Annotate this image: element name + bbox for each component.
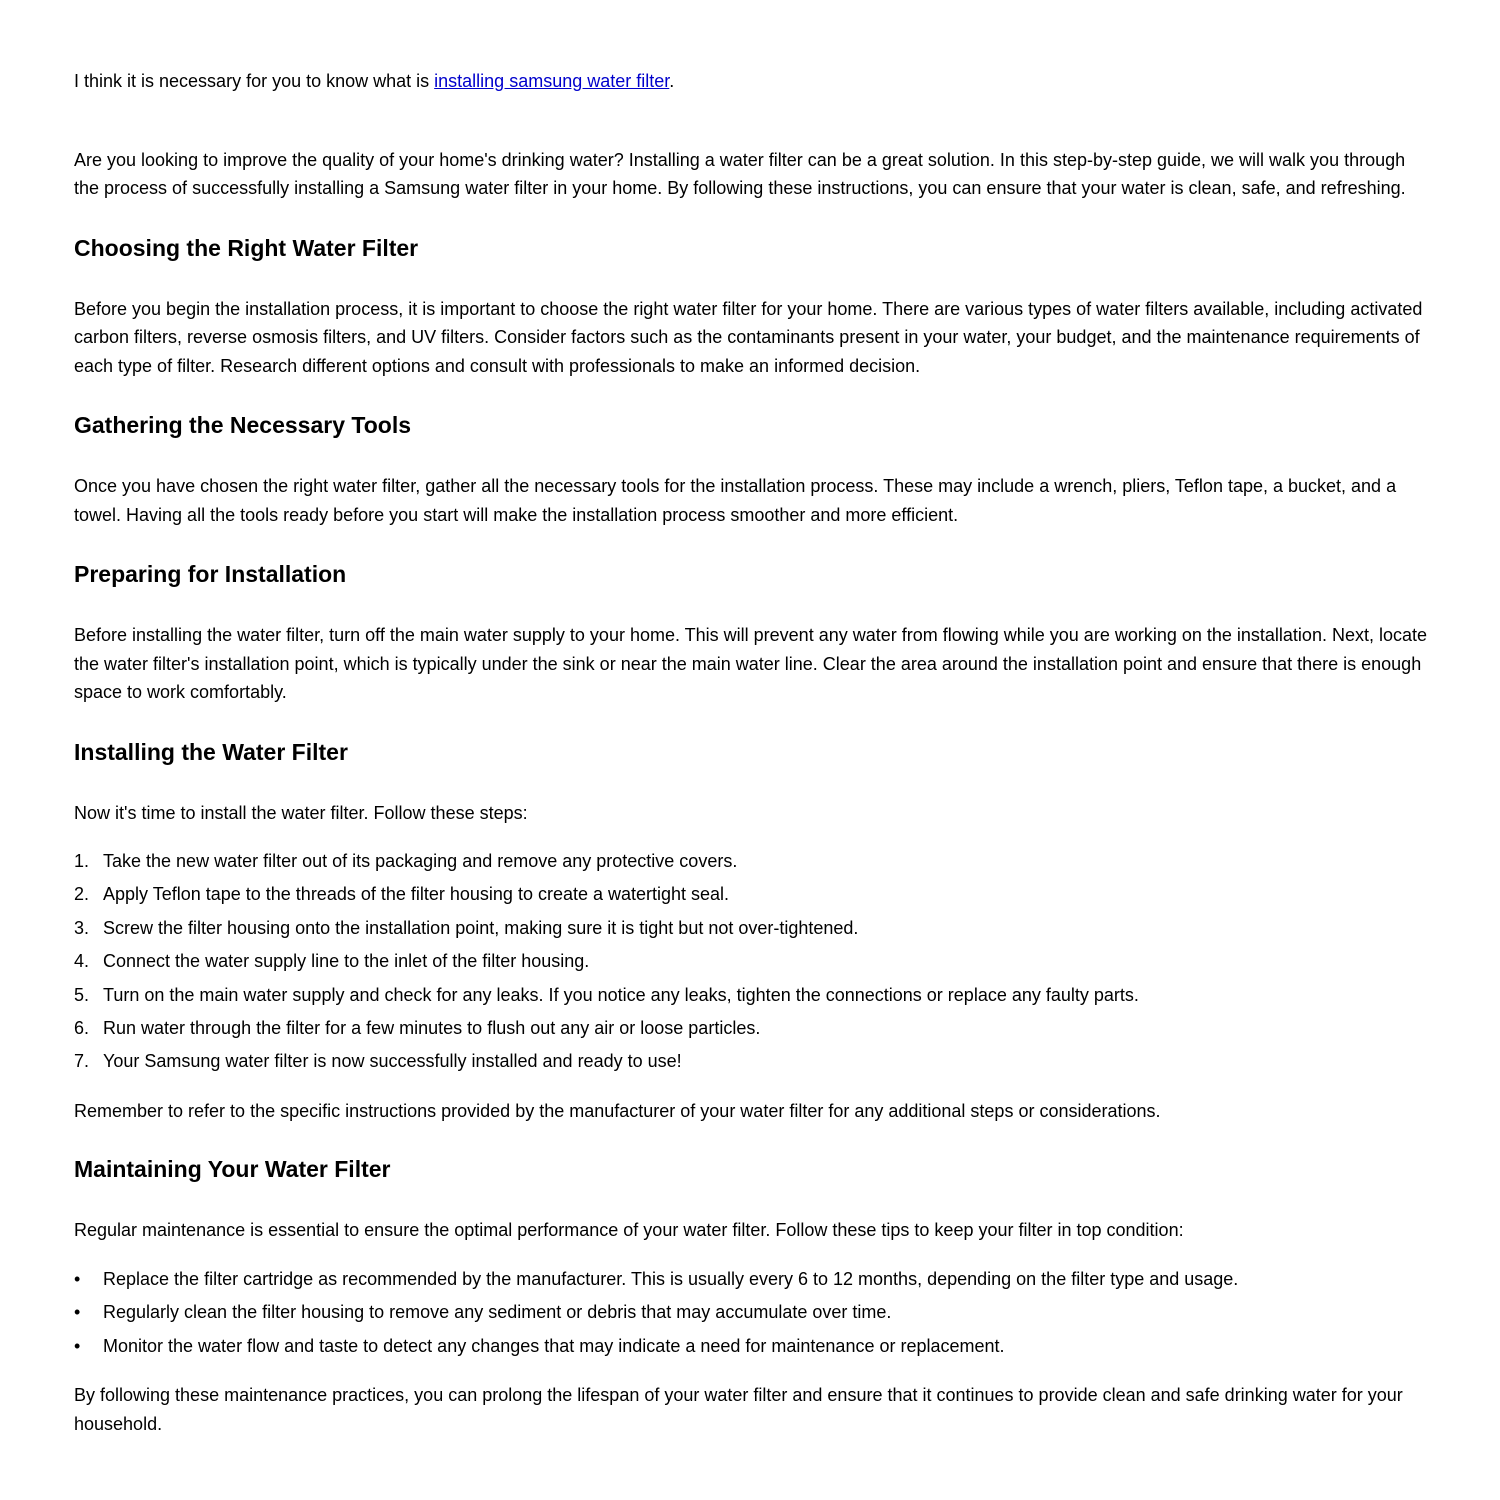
installing-samsung-water-filter-link[interactable]: installing samsung water filter (434, 71, 670, 91)
intro-text-before: I think it is necessary for you to know what is (74, 71, 435, 91)
list-marker: 5. (74, 984, 90, 1005)
list-item (74, 1263, 1430, 1296)
list-item-text: Run water through the filter for a few minutes to flush out any air or loose particles. (103, 1018, 761, 1039)
bullet-marker: • (74, 1302, 81, 1323)
document-page (74, 0, 1430, 1438)
paragraph-preparing-installation: Before installing the water filter, turn off the main water supply to your home. This will prevent any water from flowing while you are working on the installation. Next, locate the water filter's installation point, which is typically under the sink or near the main water line. Clear the area around the installation point and ensure that there is enough space to work comfortably. (74, 625, 1427, 702)
bullet-marker: • (74, 1335, 81, 1356)
list-item-text: Regularly clean the filter housing to remove any sediment or debris that may accumulate over time. (103, 1302, 892, 1323)
list-item-text: Connect the water supply line to the inlet of the filter housing. (103, 951, 590, 972)
paragraph-maintaining-filter: Regular maintenance is essential to ensure the optimal performance of your water filter. Follow these tips to keep your filter in top condition: (74, 1220, 1184, 1241)
heading-gathering-tools: Gathering the Necessary Tools (74, 412, 412, 438)
intro-text-after: . (669, 71, 675, 91)
paragraph-gathering-tools: Once you have chosen the right water filter, gather all the necessary tools for the installation process. These may include a wrench, pliers, Teflon tape, a bucket, and a towel. Having all the tools ready before you start will make the installation process smoother and more efficient. (74, 476, 1397, 525)
list-marker: 4. (74, 951, 90, 972)
heading-choosing-filter: Choosing the Right Water Filter (74, 234, 419, 261)
paragraph-installing-filter: Now it's time to install the water filter. Follow these steps: (74, 802, 528, 823)
bullet-marker: • (74, 1268, 81, 1289)
list-item (74, 1045, 1430, 1078)
list-item (74, 912, 1430, 945)
heading-preparing-installation: Preparing for Installation (74, 561, 347, 587)
list-item-text: Apply Teflon tape to the threads of the filter housing to create a watertight seal. (103, 884, 730, 905)
list-marker: 2. (74, 884, 90, 905)
heading-installing-filter: Installing the Water Filter (74, 738, 348, 765)
list-marker: 3. (74, 917, 90, 938)
list-item-text: Screw the filter housing onto the installation point, making sure it is tight but not over-tightened. (103, 917, 859, 938)
paragraph-choosing-filter: Before you begin the installation process, it is important to choose the right water filter for your home. There are various types of water filters available, including activated carbon filters, reverse osmosis filters, and UV filters. Consider factors such as the contaminants present in your water, your budget, and the maintenance requirements of each type of filter. Research different options and consult with professionals to make an informed decision. (74, 298, 1423, 376)
heading-maintaining-filter: Maintaining Your Water Filter (74, 1156, 391, 1183)
maintenance-tips-list (74, 1263, 1430, 1363)
paragraph-remember: Remember to refer to the specific instructions provided by the manufacturer of your water filter for any additional steps or considerations. (74, 1100, 1161, 1121)
lead-paragraph: Are you looking to improve the quality of your home's drinking water? Installing a water filter can be a great solution. In this step-by-step guide, we will walk you through the process of successfully installing a Samsung water filter in your home. By following these instructions, you can ensure that your water is clean, safe, and refreshing. (74, 149, 1406, 198)
list-marker: 7. (74, 1051, 90, 1072)
list-item-text: Monitor the water flow and taste to detect any changes that may indicate a need for maintenance or replacement. (103, 1335, 1005, 1356)
list-item-text: Replace the filter cartridge as recommended by the manufacturer. This is usually every 6 to 12 months, depending on the filter type and usage. (103, 1268, 1239, 1289)
list-item-text: Take the new water filter out of its packaging and remove any protective covers. (103, 851, 738, 871)
list-marker: 6. (74, 1018, 90, 1039)
list-item (74, 878, 1430, 911)
installation-steps-list (74, 845, 1430, 1079)
list-item (74, 979, 1430, 1012)
list-item (74, 1330, 1430, 1363)
list-item (74, 845, 1430, 878)
list-item (74, 1012, 1430, 1045)
list-item (74, 1296, 1430, 1329)
list-marker: 1. (74, 851, 90, 871)
paragraph-closing: By following these maintenance practices, you can prolong the lifespan of your water filter and ensure that it continues to provide clean and safe drinking water for your household. (74, 1385, 1403, 1434)
list-item-text: Your Samsung water filter is now successfully installed and ready to use! (103, 1051, 682, 1072)
intro-paragraph (74, 67, 1430, 96)
list-item (74, 945, 1430, 978)
list-item-text: Turn on the main water supply and check for any leaks. If you notice any leaks, tighten the connections or replace any faulty parts. (103, 984, 1139, 1005)
